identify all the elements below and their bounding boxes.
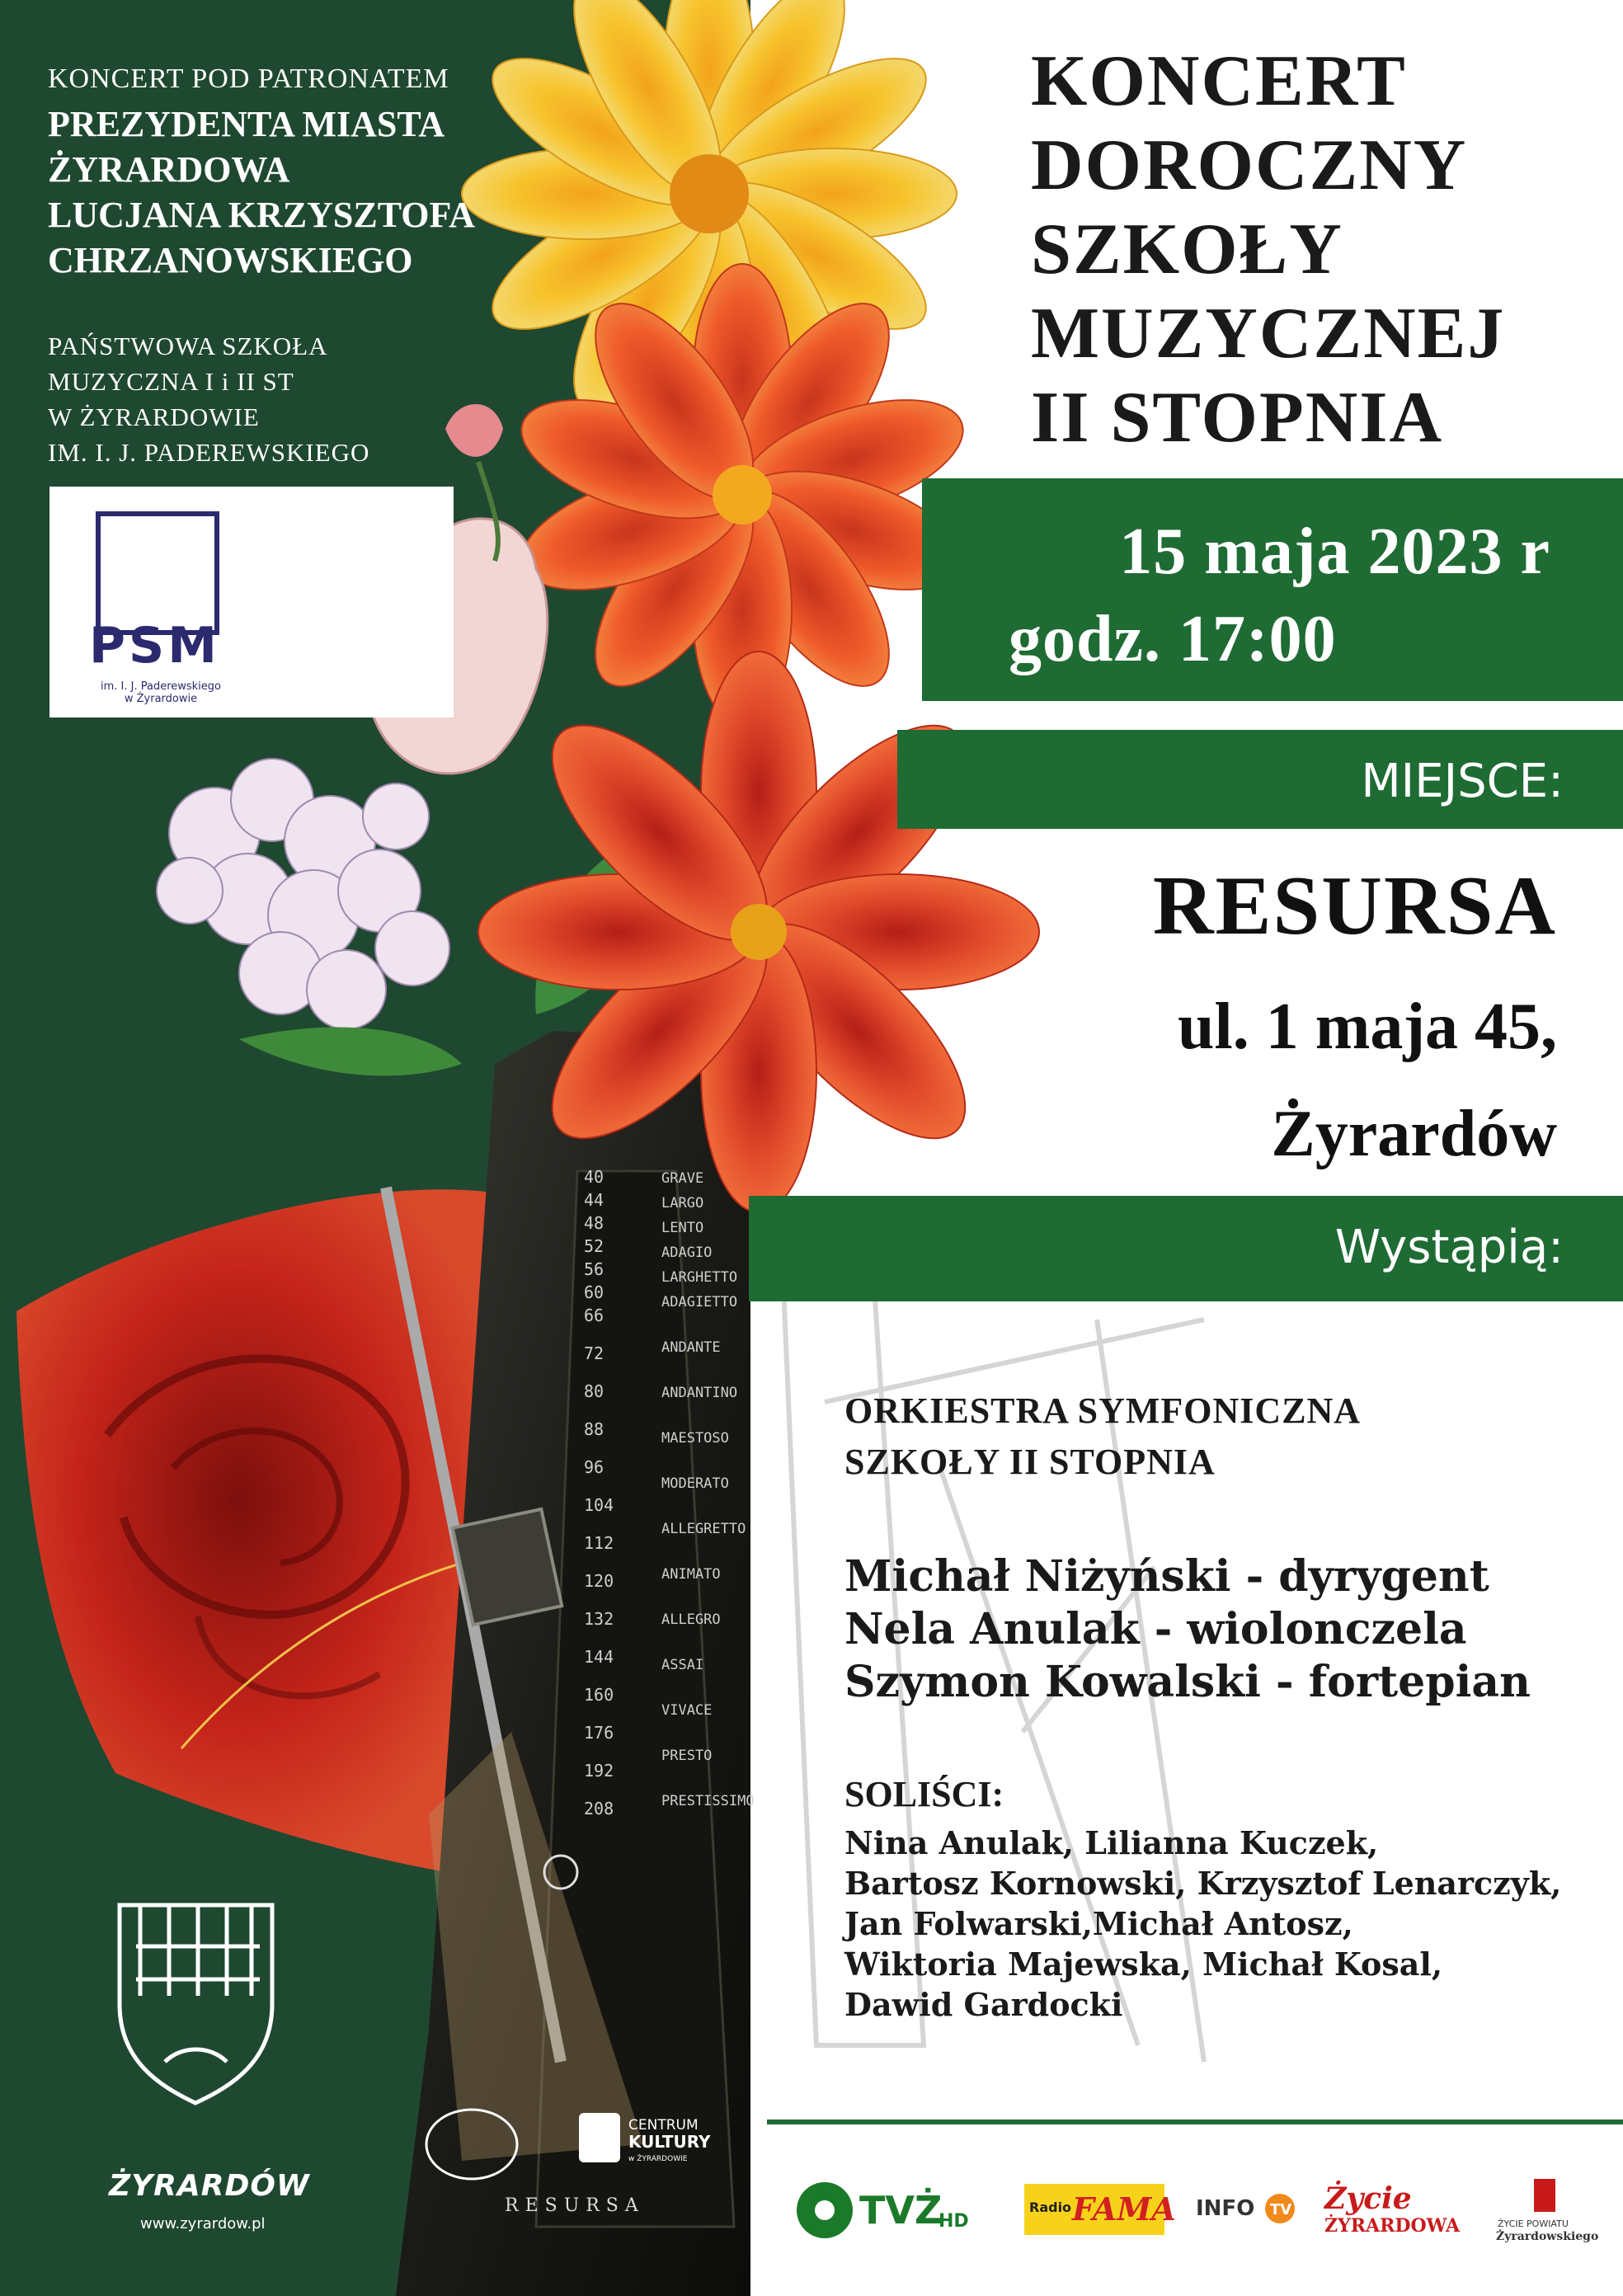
tempo-number: 40 (584, 1167, 605, 1187)
zycie-zyrardowa-logo (1320, 2181, 1460, 2238)
centrum-kultury-icon (579, 2113, 620, 2162)
patron-line-4: LUCJANA KRZYSZTOFA (48, 195, 475, 235)
tempo-label: LARGO (661, 1195, 704, 1212)
tempo-number: 44 (584, 1190, 605, 1210)
orchestra-line-1: ORKIESTRA SYMFONICZNA (844, 1390, 1362, 1431)
school-line-3: W ŻYRARDOWIE (48, 402, 260, 431)
zyrardowa-text: ŻYRARDOWA (1324, 2215, 1461, 2237)
performer-item: Michał Niżyński - dyrygent (844, 1551, 1489, 1602)
tempo-label: PRESTISSIMO (661, 1793, 755, 1809)
tempo-label: MODERATO (661, 1475, 729, 1492)
tv-text: TV (1270, 2201, 1292, 2218)
school-line-4: IM. I. J. PADEREWSKIEGO (48, 438, 370, 467)
tempo-label: LARGHETTO (661, 1269, 738, 1286)
lilac-flowers (157, 759, 449, 1029)
city-crest (120, 1905, 272, 2103)
info-text: INFO (1196, 2196, 1255, 2221)
place-label: MIEJSCE: (1361, 755, 1564, 808)
performers-list (844, 1550, 1531, 1709)
sponsor-logos (792, 2177, 1600, 2243)
green-leaf (239, 1028, 462, 1076)
psm-sub-2: w Żyrardowie (124, 693, 198, 705)
bottom-divider (767, 2120, 1623, 2124)
tempo-label: MAESTOSO (661, 1430, 729, 1447)
info-tv-logo (1196, 2189, 1303, 2230)
soloists-line: Nina Anulak, Lilianna Kuczek, (844, 1824, 1379, 1861)
title-line-2: DOROCZNY (1031, 125, 1468, 205)
powiat-line-1: ŻYCIE POWIATU (1498, 2218, 1569, 2229)
tempo-number: 56 (584, 1259, 605, 1279)
soloists-heading: SOLIŚCI: (844, 1774, 1004, 1814)
centrum-line-1: CENTRUM (628, 2117, 699, 2134)
tempo-label: ALLEGRO (661, 1611, 721, 1628)
place-label-band (897, 730, 1623, 829)
tempo-number: 66 (584, 1306, 605, 1325)
performer-item: Nela Anulak - wiolonczela (844, 1604, 1467, 1654)
tempo-number: 192 (584, 1761, 614, 1781)
tempo-number: 132 (584, 1609, 614, 1629)
concert-date: 15 maja 2023 r (1119, 515, 1550, 588)
orchestra-line-2: SZKOŁY II STOPNIA (844, 1442, 1216, 1482)
patron-block (48, 56, 559, 283)
soloists-line: Jan Folwarski,Michał Antosz, (844, 1905, 1353, 1942)
psm-logo (49, 487, 454, 718)
tempo-label: GRAVE (661, 1170, 704, 1187)
psm-subtitle (99, 680, 223, 705)
performers-label-band (749, 1196, 1623, 1301)
soloists-list (844, 1823, 1561, 2025)
title-line-5: II STOPNIA (1031, 378, 1444, 458)
tvz-hd-text: HD (939, 2211, 969, 2232)
tempo-label: LENTO (661, 1220, 704, 1236)
concert-title (1031, 40, 1505, 460)
resursa-seal-icon (426, 2110, 517, 2179)
tempo-number: 160 (584, 1685, 614, 1705)
orchestra-name (844, 1386, 1361, 1488)
tempo-label: ADAGIO (661, 1244, 713, 1261)
tempo-number: 80 (584, 1381, 605, 1401)
resursa-logo-text: RESURSA (505, 2195, 645, 2216)
tempo-label: ASSAI (661, 1657, 704, 1673)
tempo-label: ANDANTINO (661, 1385, 738, 1401)
tempo-number: 52 (584, 1236, 605, 1256)
psm-sub-1: im. I. J. Paderewskiego (100, 680, 221, 693)
tvz-text: TVŻ (859, 2188, 943, 2232)
title-line-1: KONCERT (1031, 41, 1407, 121)
tempo-label: ADAGIETTO (661, 1294, 738, 1310)
tvz-logo (792, 2177, 973, 2243)
psm-letters: PSM (89, 617, 220, 675)
tempo-number: 60 (584, 1282, 605, 1302)
tempo-number: 104 (584, 1495, 614, 1515)
fama-text: FAMA (1072, 2190, 1176, 2228)
zycie-powiatu-logo (1493, 2177, 1600, 2243)
tempo-number: 144 (584, 1647, 614, 1667)
centrum-line-3: w ŻYRARDOWIE (628, 2155, 688, 2163)
soloists-line: Bartosz Kornowski, Krzysztof Lenarczyk, (844, 1865, 1562, 1902)
powiat-line-2: Żyrardowskiego (1496, 2230, 1599, 2243)
tempo-label: ALLEGRETTO (661, 1521, 746, 1537)
date-band (922, 478, 1623, 701)
radio-text: Radio (1029, 2200, 1072, 2215)
soloists-line: Dawid Gardocki (844, 1986, 1123, 2023)
rose-painting (16, 1189, 511, 1880)
tempo-label: ANIMATO (661, 1566, 721, 1583)
metronome-scale (569, 1167, 755, 1996)
radio-fama-logo (1024, 2184, 1176, 2235)
patron-line-2: PREZYDENTA MIASTA (48, 104, 445, 144)
performer-item: Szymon Kowalski - fortepian (844, 1657, 1531, 1707)
concert-time: godz. 17:00 (1009, 603, 1337, 675)
bottom-logos (422, 2095, 752, 2194)
city-logo: ŻYRARDÓW (109, 2169, 310, 2203)
patron-line-1: KONCERT POD PATRONATEM (48, 64, 449, 94)
place-address-2: Żyrardów (1271, 1098, 1557, 1170)
powiat-emblem-icon (1534, 2179, 1555, 2212)
performers-label: Wystąpią: (1334, 1221, 1564, 1274)
tempo-number: 112 (584, 1533, 614, 1553)
tempo-label: ANDANTE (661, 1339, 721, 1356)
zycie-text: Życie (1324, 2181, 1412, 2216)
title-line-4: MUZYCZNEJ (1031, 294, 1506, 374)
soloists-line: Wiktoria Majewska, Michał Kosal, (844, 1945, 1443, 1983)
title-line-3: SZKOŁY (1031, 209, 1343, 289)
tempo-number: 96 (584, 1457, 605, 1477)
patron-line-5: CHRZANOWSKIEGO (48, 240, 413, 280)
tempo-label: PRESTO (661, 1748, 713, 1764)
tempo-number: 176 (584, 1723, 614, 1743)
place-name: RESURSA (1152, 859, 1557, 953)
tempo-label: VIVACE (661, 1702, 713, 1719)
tempo-number: 120 (584, 1571, 614, 1591)
school-block (48, 328, 369, 470)
tempo-number: 72 (584, 1343, 605, 1363)
school-line-2: MUZYCZNA I i II ST (48, 367, 294, 396)
city-url: www.zyrardow.pl (140, 2215, 266, 2232)
tempo-number: 88 (584, 1419, 605, 1439)
centrum-line-2: KULTURY (628, 2132, 711, 2152)
place-address-1: ul. 1 maja 45, (1178, 990, 1557, 1063)
school-line-1: PAŃSTWOWA SZKOŁA (48, 332, 328, 360)
patron-line-3: ŻYRARDOWA (48, 149, 290, 190)
tempo-number: 208 (584, 1799, 614, 1818)
tempo-number: 48 (584, 1213, 605, 1233)
